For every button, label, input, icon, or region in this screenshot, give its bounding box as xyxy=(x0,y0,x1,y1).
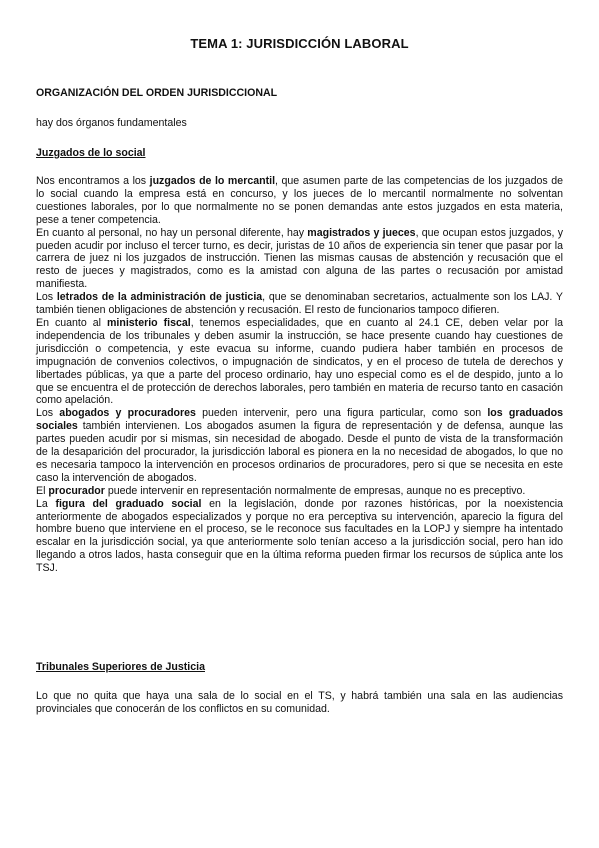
paragraph-procurador xyxy=(36,485,563,498)
p1-bold-term: juzgados de lo mercantil xyxy=(149,175,276,187)
p3-text-a: Los xyxy=(36,291,57,304)
heading-tribunales-superiores: Tribunales Superiores de Justicia xyxy=(36,661,205,673)
heading-juzgados-social: Juzgados de lo social xyxy=(36,147,146,159)
p5-text-c: pueden intervenir, pero una figura particular, como son xyxy=(195,407,488,420)
paragraph-juzgados-mercantil xyxy=(36,175,563,227)
paragraph-ministerio-fiscal xyxy=(36,317,563,407)
p6-text-a: El xyxy=(36,484,49,497)
paragraph-abogados xyxy=(36,407,563,484)
p4-text-c: , tenemos especialidades, que en cuanto al 24.1 CE, deben velar por la independencia de los tribunales y deben asumir la instrucción, se hace presente cuando hay cuestiones de jurisdicción o competencia, y este evacua su informe, cuando pudiera haber también en procesos de impugnación de convenios colectivos, o impugnación de sindicatos, y en el proceso de tutela de derechos y libertades públicas, ya que a parte del proceso ordinario, hay uno especial como es el de despido, junto a lo que se encuentra el de protección de derechos laborales, pero también en materia de recurso tanto en casación como apelación. xyxy=(36,316,563,407)
p6-bold-term: procurador xyxy=(48,484,105,497)
body-juzgados xyxy=(36,175,563,575)
p2-text-c: , que ocupan estos juzgados, y pueden acudir por incluso el tercer turno, es decir, juristas de 10 años de experiencia sin tener que pasar por la carrera de juez ni los juzgados de instrucción. Tienen las mismas causas de abstención y recusación que el resto de jueces y magistrados, como es la amistad con alguna de las partes o recusación por amistad manifiesta. xyxy=(36,226,563,291)
p5-bold-term: abogados y procuradores xyxy=(59,407,196,420)
paragraph-letrados xyxy=(36,291,563,317)
intro-text: hay dos órganos fundamentales xyxy=(36,117,187,129)
p5-bold-term-2: los graduados sociales xyxy=(36,407,564,433)
p2-bold-term: magistrados y jueces xyxy=(307,226,416,239)
p1-text-c: , que asumen parte de las competencias de los juzgados de lo social cuando la empresa está en concurso, y los jueces de lo mercantil normalmente no solventan cuestiones laborales, por lo que normalmente no se ponen demandas ante estos juzgados en esta materia, pese a tener competencia. xyxy=(36,175,563,226)
paragraph-personal xyxy=(36,227,563,292)
p7-text-a: La xyxy=(36,497,56,510)
p3-bold-term: letrados de la administración de justicia xyxy=(56,291,263,304)
p1-text-a: Nos encontramos a los xyxy=(36,175,150,187)
paragraph-tsj: Lo que no quita que haya una sala de lo social en el TS, y habrá también una sala en las audiencias provinciales que conocerán de los conflictos en su comunidad. xyxy=(36,690,563,715)
p7-text-c: en la legislación, donde por razones históricas, por la noexistencia anteriormente de abogados especializados y porque no era perceptiva su intervención, aparecio la figura del hombre bueno que interviene en el proceso, se le reconoce sus facultades en la LOPJ y siempre ha intentado escalar en la jurisdicción social, ya que anteriormente solo tenían acceso a la jurisdicción social, pero han ido llegando a otros lados, hasta conseguir que en la última reforma pueden firmar los recursos de súplica ante los TSJ. xyxy=(36,497,564,575)
section-heading: ORGANIZACIÓN DEL ORDEN JURISDICCIONAL xyxy=(36,87,278,99)
paragraph-graduado-social xyxy=(36,498,563,575)
p4-text-a: En cuanto al xyxy=(36,316,107,329)
p7-bold-term: figura del graduado social xyxy=(55,497,202,510)
p3-text-c: , que se denominaban secretarios, actualmente son los LAJ. Y también tienen obligaciones de abstención y recusación. El resto de funcionarios tampoco difieren. xyxy=(36,291,563,317)
p6-text-c: puede intervenir en representación normalmente de empresas, aunque no es preceptivo. xyxy=(104,484,526,497)
p2-text-a: En cuanto al personal, no hay un personal diferente, hay xyxy=(36,226,308,239)
p4-bold-term: ministerio fiscal xyxy=(107,316,191,329)
p5-text-a: Los xyxy=(36,407,60,420)
document-title: TEMA 1: JURISDICCIÓN LABORAL xyxy=(190,36,409,51)
p5-text-e: también intervienen. Los abogados asumen la figura de representación y de defensa, aunque las partes pueden acudir por si mismas, sin necesidad de abogado. Desde el punto de vista de la transformación de la desaparición del procurador, la jurisdicción laboral es pionera en la no necesidad de abogados, lo que no es necesaria tampoco la intervención en procesos ordinarios de procuradores, pero si que se necesita en este caso la intervención de abogados. xyxy=(36,420,563,484)
